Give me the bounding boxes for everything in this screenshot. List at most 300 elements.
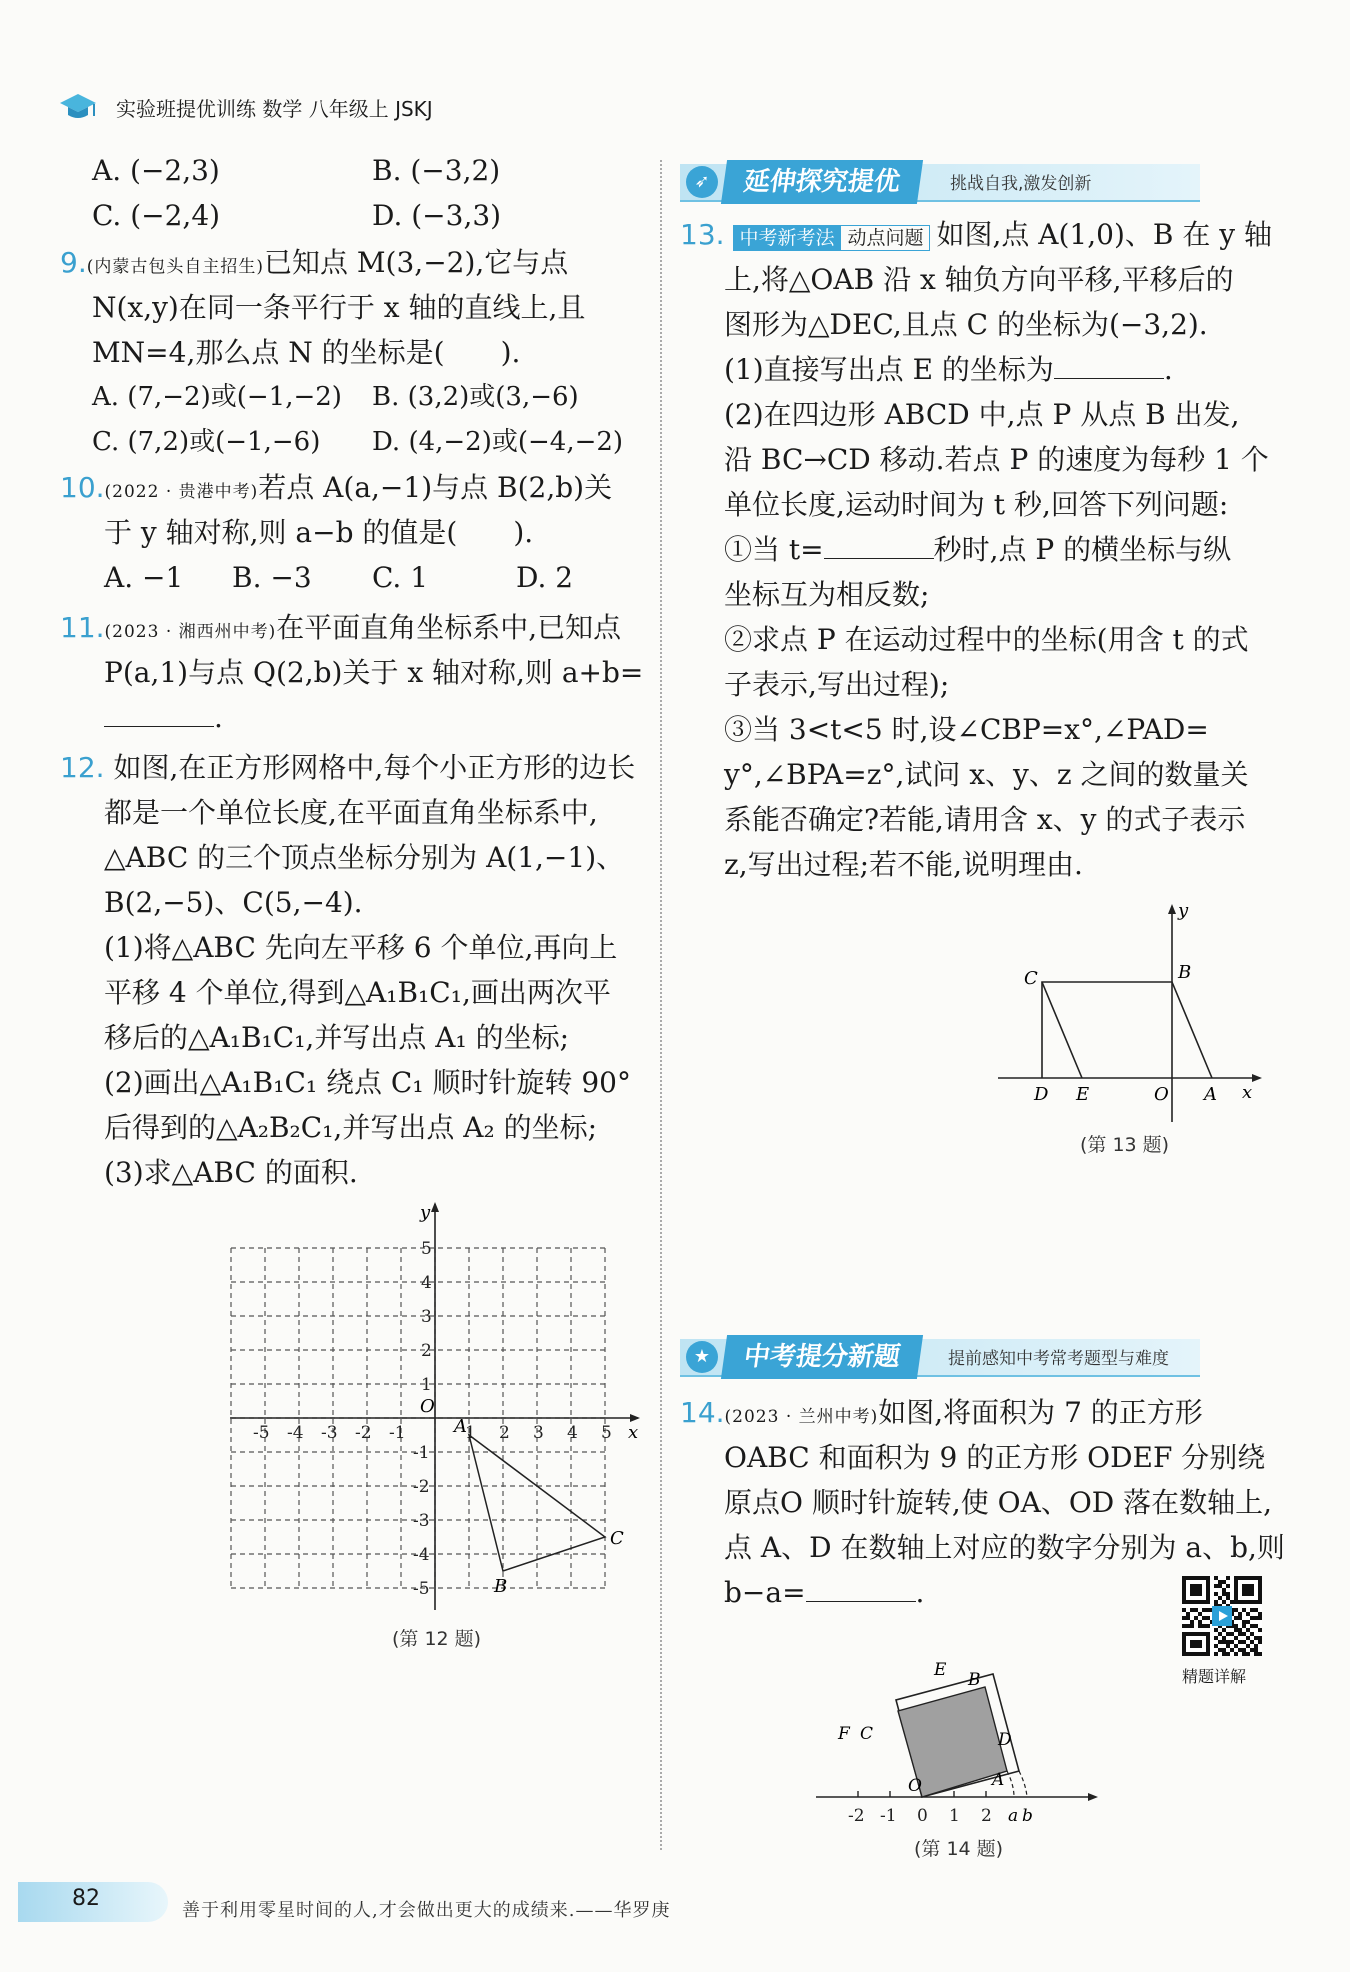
qr-module	[1238, 1628, 1242, 1632]
qr-module	[1258, 1600, 1262, 1604]
qr-module	[1190, 1644, 1194, 1648]
qr-module	[1206, 1584, 1210, 1588]
x-tick-label: 4	[567, 1423, 578, 1443]
qr-module	[1206, 1640, 1210, 1644]
q10-option-c: C. 1	[372, 561, 429, 594]
qr-module	[1226, 1592, 1230, 1596]
q14-number: 14.	[680, 1396, 725, 1429]
label-d: D	[998, 1730, 1012, 1750]
qr-module	[1246, 1612, 1250, 1616]
qr-code[interactable]	[1182, 1576, 1262, 1656]
x-axis-label: x	[628, 1422, 639, 1443]
qr-module	[1242, 1608, 1246, 1612]
qr-module	[1250, 1584, 1254, 1588]
y-axis-arrow	[431, 1202, 439, 1212]
qr-module	[1234, 1580, 1238, 1584]
label-e: E	[934, 1660, 947, 1680]
arc-d	[1019, 1771, 1027, 1797]
qr-module	[1226, 1632, 1230, 1636]
qr-module	[1250, 1576, 1254, 1580]
origin-label: O	[420, 1396, 435, 1417]
q13-sub1-start: ①当 t=	[724, 533, 824, 566]
qr-module	[1182, 1644, 1186, 1648]
qr-module	[1234, 1636, 1238, 1640]
q10-line2: 于 y 轴对称,则 a−b 的值是( ).	[104, 516, 534, 549]
q12-line2: 都是一个单位长度,在平面直角坐标系中,	[104, 796, 598, 829]
q13-answer-blank-t[interactable]	[824, 528, 934, 559]
qr-module	[1214, 1636, 1218, 1640]
y-axis-label: y	[420, 1202, 431, 1223]
qr-module	[1238, 1640, 1242, 1644]
qr-module	[1194, 1576, 1198, 1580]
q14-line4: 点 A、D 在数轴上对应的数字分别为 a、b,则	[724, 1531, 1285, 1564]
number-line-label: -1	[880, 1806, 897, 1826]
qr-module	[1246, 1576, 1250, 1580]
segment-ce	[1042, 982, 1082, 1078]
qr-module	[1226, 1644, 1230, 1648]
qr-module	[1198, 1652, 1202, 1656]
q13-tag-topic: 动点问题	[840, 225, 930, 251]
q12-line8: (2)画出△A₁B₁C₁ 绕点 C₁ 顺时针旋转 90°	[104, 1066, 631, 1099]
number-line-label: 2	[981, 1806, 992, 1826]
q12-grid-figure	[230, 1200, 650, 1620]
qr-module	[1222, 1580, 1226, 1584]
q13-line4	[724, 347, 1173, 392]
label-d: D	[1034, 1084, 1049, 1105]
qr-module	[1234, 1600, 1238, 1604]
q9-number: 9.	[60, 246, 87, 279]
column-divider	[660, 160, 662, 1850]
qr-module	[1246, 1588, 1250, 1592]
q13-figure	[990, 900, 1270, 1130]
qr-module	[1218, 1632, 1222, 1636]
quadrilateral-abcd	[1042, 982, 1212, 1078]
qr-module	[1222, 1652, 1226, 1656]
q8-option-d: D. (−3,3)	[372, 199, 502, 232]
q11-text: 在平面直角坐标系中,已知点	[276, 611, 622, 644]
x-tick-label: -1	[389, 1423, 406, 1443]
q13-sub1-end: 秒时,点 P 的横坐标与纵	[933, 533, 1232, 566]
section-banner-exam	[680, 1335, 1240, 1379]
q13-tag-new: 中考新考法	[733, 225, 840, 251]
qr-module	[1242, 1632, 1246, 1636]
qr-module	[1246, 1636, 1250, 1640]
vertex-c-label: C	[610, 1528, 624, 1549]
qr-module	[1202, 1632, 1206, 1636]
qr-module	[1234, 1584, 1238, 1588]
q13-line13: y°,∠BPA=z°,试问 x、y、z 之间的数量关	[724, 758, 1249, 791]
x-tick-label: -3	[321, 1423, 338, 1443]
qr-module	[1258, 1652, 1262, 1656]
x-tick-label: -5	[253, 1423, 270, 1443]
qr-module	[1182, 1600, 1186, 1604]
qr-module	[1222, 1592, 1226, 1596]
x-tick-label: 5	[601, 1423, 612, 1443]
q12-line4: B(2,−5)、C(5,−4).	[104, 886, 363, 919]
qr-module	[1258, 1592, 1262, 1596]
q13-line15: z,写出过程;若不能,说明理由.	[724, 848, 1083, 881]
qr-module	[1202, 1616, 1206, 1620]
q11-line3	[104, 695, 223, 740]
q8-option-c: C. (−2,4)	[92, 199, 221, 232]
qr-module	[1186, 1632, 1190, 1636]
label-a: A	[992, 1770, 1005, 1790]
qr-module	[1206, 1648, 1210, 1652]
qr-module	[1242, 1640, 1246, 1644]
qr-module	[1194, 1616, 1198, 1620]
qr-module	[1254, 1616, 1258, 1620]
q9-source: (内蒙古包头自主招生)	[86, 257, 264, 277]
y-axis-arrow	[1168, 904, 1176, 914]
qr-module	[1202, 1576, 1206, 1580]
qr-module	[1186, 1652, 1190, 1656]
q13-line7: 单位长度,运动时间为 t 秒,回答下列问题:	[724, 488, 1229, 521]
label-b: B	[968, 1670, 981, 1690]
qr-module	[1258, 1628, 1262, 1632]
qr-module	[1234, 1644, 1238, 1648]
q13-line14: 系能否确定?若能,请用含 x、y 的式子表示	[724, 803, 1246, 836]
label-a-lower: a	[1008, 1806, 1019, 1826]
qr-module	[1190, 1584, 1194, 1588]
qr-module	[1182, 1588, 1186, 1592]
label-o: O	[908, 1776, 922, 1796]
qr-module	[1218, 1648, 1222, 1652]
q10-option-b: B. −3	[232, 561, 312, 594]
q12-line7: 移后的△A₁B₁C₁,并写出点 A₁ 的坐标;	[104, 1021, 570, 1054]
qr-label: 精题详解	[1182, 1667, 1247, 1686]
qr-module	[1226, 1596, 1230, 1600]
q12-number: 12.	[60, 751, 105, 784]
banner-subtitle: 提前感知中考常考题型与难度	[948, 1349, 1169, 1369]
y-tick-label: -1	[413, 1443, 430, 1463]
qr-module	[1194, 1632, 1198, 1636]
y-tick-label: 5	[421, 1239, 432, 1259]
number-line-label: 0	[917, 1806, 928, 1826]
qr-module	[1190, 1652, 1194, 1656]
qr-module	[1198, 1620, 1202, 1624]
qr-module	[1246, 1600, 1250, 1604]
qr-module	[1186, 1624, 1190, 1628]
qr-module	[1246, 1592, 1250, 1596]
q13-line8	[724, 527, 1231, 572]
q11-number: 11.	[60, 611, 105, 644]
qr-module	[1214, 1592, 1218, 1596]
q12-line5: (1)将△ABC 先向左平移 6 个单位,再向上	[104, 931, 618, 964]
y-tick-label: -2	[413, 1477, 430, 1497]
qr-module	[1194, 1640, 1198, 1644]
qr-module	[1254, 1644, 1258, 1648]
x-tick-label: 1	[465, 1423, 476, 1443]
q12-line3: △ABC 的三个顶点坐标分别为 A(1,−1)、	[104, 841, 625, 874]
q14-expression: b−a=	[724, 1576, 806, 1609]
qr-module	[1194, 1644, 1198, 1648]
q14-answer-blank[interactable]	[806, 1571, 916, 1602]
qr-module	[1230, 1632, 1234, 1636]
qr-module	[1214, 1576, 1218, 1580]
label-e: E	[1076, 1084, 1090, 1105]
qr-module	[1254, 1576, 1258, 1580]
q14-line5	[724, 1570, 924, 1615]
q14-line2: OABC 和面积为 9 的正方形 ODEF 分别绕	[724, 1441, 1266, 1474]
q13-line3: 图形为△DEC,且点 C 的坐标为(−3,2).	[724, 308, 1208, 341]
qr-module	[1242, 1576, 1246, 1580]
qr-module	[1182, 1596, 1186, 1600]
qr-module	[1254, 1624, 1258, 1628]
y-tick-label: -3	[413, 1511, 430, 1531]
medal-icon: ★	[686, 1341, 718, 1373]
rocket-icon: ➶	[686, 166, 718, 198]
qr-module	[1226, 1652, 1230, 1656]
vertex-b-label: B	[494, 1576, 508, 1597]
qr-module	[1218, 1580, 1222, 1584]
q11-source: (2023 · 湘西州中考)	[104, 622, 277, 642]
qr-module	[1214, 1628, 1218, 1632]
qr-module	[1246, 1652, 1250, 1656]
qr-module	[1234, 1608, 1238, 1612]
qr-module	[1230, 1640, 1234, 1644]
qr-module	[1234, 1616, 1238, 1620]
label-y: y	[1178, 900, 1189, 921]
label-a: A	[1204, 1084, 1217, 1105]
x-tick-label: -2	[355, 1423, 372, 1443]
qr-module	[1250, 1608, 1254, 1612]
qr-module	[1250, 1648, 1254, 1652]
qr-module	[1190, 1640, 1194, 1644]
qr-module	[1250, 1592, 1254, 1596]
label-c: C	[860, 1724, 874, 1744]
q9-line2: N(x,y)在同一条平行于 x 轴的直线上,且	[92, 291, 586, 324]
qr-module	[1182, 1616, 1186, 1620]
qr-module	[1238, 1632, 1242, 1636]
q14-source: (2023 · 兰州中考)	[724, 1407, 879, 1427]
qr-module	[1198, 1592, 1202, 1596]
q14-caption: (第 14 题)	[914, 1838, 1004, 1860]
q12-line6: 平移 4 个单位,得到△A₁B₁C₁,画出两次平	[104, 976, 611, 1009]
label-x: x	[1242, 1082, 1253, 1103]
qr-module	[1238, 1576, 1242, 1580]
qr-module	[1198, 1576, 1202, 1580]
label-b: B	[1178, 962, 1192, 983]
qr-module	[1242, 1620, 1246, 1624]
qr-module	[1254, 1636, 1258, 1640]
qr-module	[1250, 1616, 1254, 1620]
qr-module	[1206, 1600, 1210, 1604]
qr-module	[1202, 1624, 1206, 1628]
qr-module	[1206, 1624, 1210, 1628]
qr-module	[1190, 1592, 1194, 1596]
qr-module	[1182, 1584, 1186, 1588]
qr-module	[1194, 1608, 1198, 1612]
x-axis-arrow	[1252, 1074, 1262, 1082]
qr-module	[1186, 1616, 1190, 1620]
qr-module	[1246, 1644, 1250, 1648]
qr-module	[1226, 1584, 1230, 1588]
q13-line2: 上,将△OAB 沿 x 轴负方向平移,平移后的	[724, 263, 1234, 296]
qr-module	[1198, 1632, 1202, 1636]
q12-line9: 后得到的△A₂B₂C₁,并写出点 A₂ 的坐标;	[104, 1111, 598, 1144]
q14-period: .	[915, 1576, 925, 1609]
q9-line1	[60, 240, 568, 290]
qr-module	[1182, 1632, 1186, 1636]
qr-module	[1206, 1616, 1210, 1620]
qr-module	[1234, 1628, 1238, 1632]
qr-module	[1190, 1588, 1194, 1592]
q14-text: 如图,将面积为 7 的正方形	[878, 1396, 1203, 1429]
label-b-lower: b	[1022, 1806, 1033, 1826]
qr-module	[1198, 1640, 1202, 1644]
qr-module	[1206, 1652, 1210, 1656]
q14-line3: 原点O 顺时针旋转,使 OA、OD 落在数轴上,	[724, 1486, 1273, 1519]
q13-line10: ②求点 P 在运动过程中的坐标(用含 t 的式	[724, 623, 1249, 656]
qr-module	[1186, 1600, 1190, 1604]
q10-text: 若点 A(a,−1)与点 B(2,b)关	[258, 471, 613, 504]
qr-module	[1206, 1632, 1210, 1636]
q10-source: (2022 · 贵港中考)	[104, 482, 259, 502]
qr-module	[1202, 1652, 1206, 1656]
q8-option-a: A. (−2,3)	[92, 154, 220, 187]
q13-part1: (1)直接写出点 E 的坐标为	[724, 353, 1054, 386]
qr-module	[1222, 1640, 1226, 1644]
qr-module	[1258, 1596, 1262, 1600]
qr-module	[1258, 1584, 1262, 1588]
qr-module	[1242, 1624, 1246, 1628]
q11-answer-blank[interactable]	[104, 696, 214, 727]
page-number: 82	[72, 1886, 100, 1911]
qr-module	[1182, 1640, 1186, 1644]
x-axis-arrow	[630, 1414, 640, 1422]
q13-number: 13.	[680, 218, 725, 251]
qr-module	[1202, 1600, 1206, 1604]
qr-module	[1182, 1652, 1186, 1656]
qr-module	[1214, 1652, 1218, 1656]
q13-line12: ③当 3<t<5 时,设∠CBP=x°,∠PAD=	[724, 713, 1209, 746]
qr-module	[1258, 1616, 1262, 1620]
qr-module	[1190, 1576, 1194, 1580]
qr-module	[1194, 1600, 1198, 1604]
qr-module	[1222, 1588, 1226, 1592]
qr-module	[1246, 1620, 1250, 1624]
qr-module	[1206, 1608, 1210, 1612]
qr-module	[1218, 1584, 1222, 1588]
q13-line9: 坐标互为相反数;	[724, 578, 930, 611]
label-c: C	[1024, 968, 1038, 989]
qr-module	[1222, 1648, 1226, 1652]
q9-line3: MN=4,那么点 N 的坐标是( ).	[92, 336, 521, 369]
qr-module	[1198, 1612, 1202, 1616]
q8-option-b: B. (−3,2)	[372, 154, 501, 187]
qr-module	[1238, 1648, 1242, 1652]
q12-text: 如图,在正方形网格中,每个小正方形的边长	[113, 751, 636, 784]
qr-module	[1254, 1600, 1258, 1604]
y-tick-label: -4	[413, 1545, 430, 1565]
q9-option-d: D. (4,−2)或(−4,−2)	[372, 427, 624, 457]
qr-module	[1198, 1644, 1202, 1648]
q10-option-a: A. −1	[104, 561, 184, 594]
qr-module	[1198, 1624, 1202, 1628]
qr-module	[1242, 1588, 1246, 1592]
qr-module	[1250, 1588, 1254, 1592]
qr-module	[1258, 1612, 1262, 1616]
qr-module	[1238, 1612, 1242, 1616]
qr-module	[1254, 1648, 1258, 1652]
qr-module	[1238, 1600, 1242, 1604]
qr-module	[1206, 1588, 1210, 1592]
qr-module	[1182, 1636, 1186, 1640]
qr-module	[1182, 1608, 1186, 1612]
qr-module	[1250, 1640, 1254, 1644]
qr-module	[1250, 1600, 1254, 1604]
cap-icon	[58, 92, 98, 124]
qr-module	[1190, 1600, 1194, 1604]
qr-module	[1194, 1592, 1198, 1596]
qr-module	[1214, 1584, 1218, 1588]
qr-module	[1250, 1624, 1254, 1628]
q9-option-a: A. (7,−2)或(−1,−2)	[92, 382, 342, 412]
qr-module	[1242, 1652, 1246, 1656]
qr-module	[1246, 1628, 1250, 1632]
label-o: O	[1154, 1084, 1169, 1105]
banner-title: 中考提分新题	[721, 1335, 923, 1379]
qr-module	[1198, 1588, 1202, 1592]
label-f: F	[838, 1724, 850, 1744]
q14-figure	[808, 1615, 1108, 1835]
qr-module	[1254, 1608, 1258, 1612]
qr-module	[1198, 1584, 1202, 1588]
q9-option-b: B. (3,2)或(3,−6)	[372, 382, 579, 412]
x-tick-label: 2	[499, 1423, 510, 1443]
q12-caption: (第 12 题)	[392, 1628, 482, 1650]
qr-module	[1186, 1576, 1190, 1580]
q13-text: 如图,点 A(1,0)、B 在 y 轴	[936, 218, 1272, 251]
q13-line1	[680, 212, 1272, 261]
qr-module	[1206, 1580, 1210, 1584]
qr-module	[1206, 1644, 1210, 1648]
banner-title: 延伸探究提优	[721, 160, 923, 204]
qr-module	[1206, 1596, 1210, 1600]
qr-module	[1222, 1636, 1226, 1640]
q9-text: 已知点 M(3,−2),它与点	[263, 246, 569, 279]
qr-module	[1182, 1580, 1186, 1584]
qr-module	[1258, 1588, 1262, 1592]
q13-period: .	[1163, 353, 1173, 386]
qr-module	[1234, 1596, 1238, 1600]
q10-number: 10.	[60, 471, 105, 504]
q13-line6: 沿 BC→CD 移动.若点 P 的速度为每秒 1 个	[724, 443, 1269, 476]
qr-module	[1242, 1592, 1246, 1596]
qr-module	[1194, 1584, 1198, 1588]
qr-module	[1218, 1640, 1222, 1644]
qr-module	[1234, 1592, 1238, 1596]
footer-quote: 善于利用零星时间的人,才会做出更大的成绩来.——华罗庚	[182, 1900, 671, 1921]
qr-module	[1214, 1600, 1218, 1604]
y-tick-label: 2	[421, 1341, 432, 1361]
section-banner-extension	[680, 160, 1240, 204]
qr-module	[1222, 1628, 1226, 1632]
q13-line11: 子表示,写出过程);	[724, 668, 950, 701]
qr-module	[1190, 1632, 1194, 1636]
qr-module	[1230, 1648, 1234, 1652]
qr-module	[1218, 1596, 1222, 1600]
q13-answer-blank-e[interactable]	[1054, 348, 1164, 379]
number-line-arrow	[1088, 1793, 1098, 1801]
qr-module	[1246, 1584, 1250, 1588]
qr-module	[1190, 1624, 1194, 1628]
qr-module	[1242, 1584, 1246, 1588]
qr-module	[1258, 1576, 1262, 1580]
q10-line1	[60, 465, 612, 515]
qr-module	[1234, 1652, 1238, 1656]
y-tick-label: 4	[421, 1273, 432, 1293]
